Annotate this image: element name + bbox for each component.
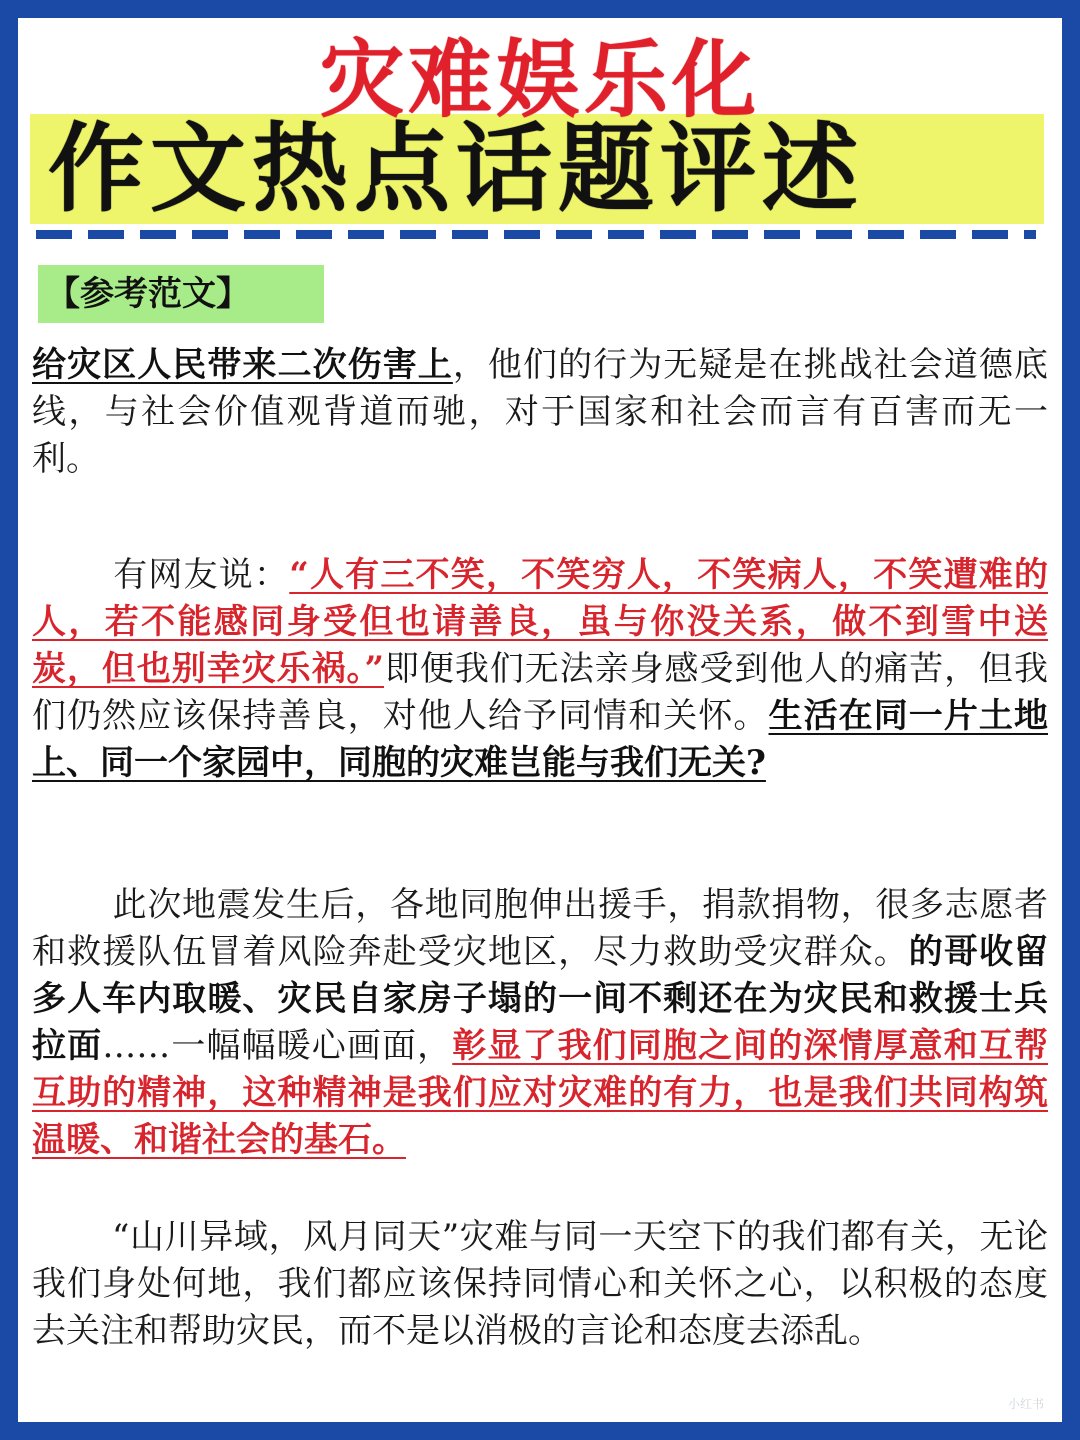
p2-middle: 即便我们无法亲身感受到他人的痛苦，但我们仍然应该保持善良，对他人给予同情和关怀。 — [32, 649, 1049, 736]
p3-red: 彰显了我们同胞之间的深情厚意和互帮互助的精神，这种精神是我们应对灾难的有力，也是我们共同构筑温暖、和谐社会的基石。 — [32, 1026, 1049, 1160]
p3-bold: 的哥收留多人车内取暖、灾民自家房子塌的一间不剩还在为灾民和救援士兵拉面 — [32, 932, 1049, 1066]
paragraph-1 — [32, 342, 1048, 483]
document-page — [18, 18, 1062, 1422]
dashed-divider — [36, 230, 1036, 239]
p1-text: ，他们的行为无疑是在挑战社会道德底线，与社会价值观背道而驰，对于国家和社会而言有百害而无一利。 — [32, 345, 1049, 479]
p2-bold-underline: 生活在同一片土地上、同一个家园中，同胞的灾难岂能与我们无关? — [32, 696, 1048, 783]
p3-lead: 此次地震发生后，各地同胞伸出援手，捐款捐物，很多志愿者和救援队伍冒着风险奔赴受灾地区，尽力救助受灾群众。 — [32, 885, 1048, 972]
p2-lead: 有网友说： — [112, 555, 290, 595]
p2-red-quote: “人有三不笑，不笑穷人，不笑病人，不笑遭难的人，若不能感同身受但也请善良，虽与你没关系，做不到雪中送炭，但也别幸灾乐祸。” — [32, 555, 1049, 689]
watermark: 小红书 — [1007, 1397, 1044, 1411]
title-red: 灾难娱乐化 — [319, 31, 760, 129]
paragraph-4 — [32, 1214, 1048, 1355]
reference-tag: 【参考范文】 — [38, 265, 324, 323]
paragraph-2 — [32, 552, 1048, 787]
title-black: 作文热点话题评述 — [48, 113, 864, 225]
paragraph-3 — [32, 882, 1048, 1164]
p3-middle: ……一幅幅暖心画面， — [102, 1026, 453, 1066]
p1-bold-underline: 给灾区人民带来二次伤害上 — [32, 345, 453, 385]
p4-text: “山川异域，风月同天”灾难与同一天空下的我们都有关，无论我们身处何地，我们都应该保持同情心和关怀之心，以积极的态度去关注和帮助灾民，而不是以消极的言论和态度去添乱。 — [32, 1217, 1048, 1351]
